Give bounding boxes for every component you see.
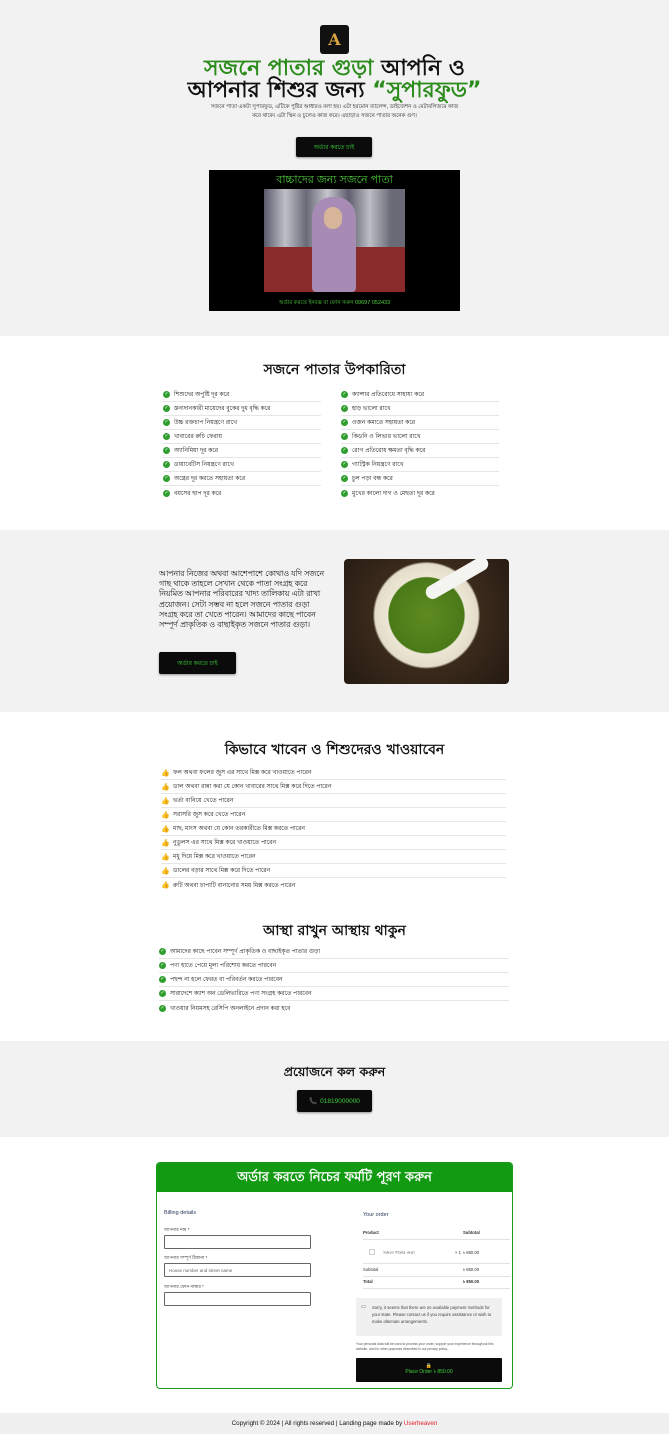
thumbs-up-icon: 👍 (161, 811, 170, 819)
check-icon: ✓ (160, 1004, 165, 1011)
list-item: ✓ রোগ প্রতিরোধ ক্ষমতা বৃদ্ধি করে (341, 444, 499, 458)
check-icon: ✓ (342, 391, 347, 397)
list-item: ✓ খাবারের রুচি ফেরায় (163, 430, 321, 444)
place-order-button[interactable]: 🔒 Place Order ৳ 850.00 (356, 1358, 502, 1382)
check-icon: ✓ (342, 489, 347, 496)
thumbs-up-icon: 👍 (161, 769, 170, 777)
video-player[interactable] (209, 170, 460, 311)
list-item: 👍 মাছ, মাংস অথবা যে কোন তরকারীতে মিক্স করতে পারেন (161, 822, 506, 836)
call-button[interactable]: 📞 01819000000 (297, 1090, 372, 1112)
phone-icon: 📞 (309, 1098, 318, 1105)
list-item: ✓ স্তন্যদানকারী মায়েদের বুকের দুধ বৃদ্ধি করে (163, 402, 321, 416)
list-item: 👍 ফল অথবা ফলের জুস এর সাথে মিক্স করে খাওয়াতে পারেন (161, 766, 506, 780)
list-item: ✓ ওজন কমাতে সহায়তা করে (341, 416, 499, 430)
hero-title: সজনে পাতার গুড়া আপনি ও আপনার শিশুর জন্য “সুপারফুড” (187, 56, 482, 103)
list-item: 👍 মধু দিয়ে মিক্স করে খাওয়াতে পারেন (161, 850, 506, 864)
check-icon: ✓ (164, 447, 169, 453)
check-icon: ✓ (164, 419, 169, 425)
howto-heading: কিভাবে খাবেন ও শিশুদেরও খাওয়াবেন (224, 742, 445, 758)
benefits-right-list (341, 388, 499, 500)
check-icon: ✓ (164, 489, 169, 496)
order-table-header: Product Subtotal (363, 1230, 510, 1240)
product-thumbnail (369, 1249, 375, 1255)
about-section (0, 530, 669, 712)
check-icon: ✓ (160, 948, 165, 954)
lock-icon: 🔒 (425, 1363, 433, 1369)
about-paragraph: আপনার নিজের অথবা আশেপাশে কোথাও যদি সজনে গাছ থাকে তাহলে সেখান থেকে পাতা সংগ্রহ করে নিয়মিত আপনার পরিবারের খাদ্য তালিকায় এটা রাখা প্রয়োজন। সেটা সম্ভব না হলে সজনে পাতার গুড়া সংগ্রহ করে তা খেতে পারেন। আমাদের কাছে পাবেন সম্পূর্ণ প্রাকৃতিক ও বাছাইকৃত সজনে পাতার গুড়া। (159, 569, 325, 630)
check-icon: ✓ (164, 461, 169, 467)
order-form-heading: অর্ডার করতে নিচের ফর্মটি পূরণ করুন (157, 1163, 512, 1192)
check-icon: ✓ (342, 405, 347, 411)
check-icon: ✓ (164, 391, 169, 397)
video-title: বাচ্চাদের জন্য সজনে পাতা (276, 174, 393, 186)
check-icon: ✓ (164, 405, 169, 411)
check-icon: ✓ (160, 990, 165, 996)
phone-input[interactable] (164, 1292, 311, 1306)
list-item: 👍 ভর্তা বানিয়ে খেতে পারেন (161, 794, 506, 808)
order-subtotal-row: Subtotal ৳ 850.00 (363, 1267, 510, 1277)
list-item: ✓ পছন্দ না হলে ফেরত বা পরিবর্তন করতে পারবেন (159, 973, 509, 987)
list-item: 👍 ডালের বড়ার সাথে মিক্স করে দিতে পারেন (161, 864, 506, 878)
video-caption: অর্ডার করতে ইনবক্স বা ফোন করুন 09697 052433 (278, 300, 391, 306)
address-label: আপনার সম্পূর্ণ ঠিকানা * (164, 1255, 208, 1260)
thumbs-up-icon: 👍 (161, 797, 170, 805)
howto-list (161, 766, 506, 892)
check-icon: ✓ (160, 976, 165, 982)
order-total-row: Total ৳ 850.00 (363, 1279, 510, 1289)
list-item: ✓ বয়সের ছাপ দূর করে (164, 489, 222, 497)
thumbs-up-icon: 👍 (161, 825, 170, 833)
call-heading: প্রয়োজনে কল করুন (283, 1064, 386, 1079)
phone-label: আপনার ফোন নাম্বার * (164, 1284, 204, 1289)
list-item: 👍 নুডুলস এর সাথে মিক্স করে খাওয়াতে পারেন (161, 836, 506, 850)
list-item: ✓ সারাদেশে ক্যাশ অন ডেলিভারিতে পণ্য সংগ্রহ করতে পারবেন (159, 987, 509, 1001)
list-item: 👍 সরাসরি জুস করে খেতে পারেন (161, 808, 506, 822)
check-icon: ✓ (164, 475, 169, 481)
thumbs-up-icon: 👍 (161, 867, 170, 875)
list-item: ✓ হাড় ভালো রাখে (341, 402, 499, 416)
privacy-text: Your personal data will be used to process your order, support your experience throughout this website, and for other purposes described in our privacy policy. (356, 1342, 494, 1351)
moringa-powder-image (344, 559, 509, 684)
list-item: ✓ চুল পড়া বন্ধ করে (341, 472, 499, 486)
footer-link[interactable]: Userheaven (403, 1420, 438, 1427)
check-icon: ✓ (164, 433, 169, 439)
list-item: ✓ মুখের কালো দাগ ও মেছতা দূর করে (342, 489, 435, 497)
check-icon: ✓ (342, 461, 347, 467)
list-item: ✓ উচ্চ রক্তচাপ নিয়ন্ত্রণে রাখে (163, 416, 321, 430)
trust-heading: আস্থা রাখুন আস্থায় থাকুন (263, 923, 406, 939)
list-item: ✓ অ্যানিমিয়া দূর করে (163, 444, 321, 458)
check-icon: ✓ (342, 419, 347, 425)
list-item: ✓ শিশুদের অপুষ্টি দূর করে (163, 388, 321, 402)
address-input[interactable]: House number and street name (164, 1263, 311, 1277)
list-item: ✓ গ্যাস্ট্রিক নিয়ন্ত্রণে রাখে (341, 458, 499, 472)
check-icon: ✓ (160, 962, 165, 968)
thumbs-up-icon: 👍 (161, 853, 170, 861)
list-item: ✓ আমাদের কাছে পাবেন সম্পূর্ণ প্রাকৃতিক ও বাছাইকৃত পাতার গুড়া (159, 945, 509, 959)
list-item: ✓ পণ্য হাতে পেয়ে মূল্য পরিশোধ করতে পারবেন (159, 959, 509, 973)
list-item: 👍 ডাল অথবা রান্না করা যে কোন খাবারের সাথে মিক্স করে দিতে পারেন (161, 780, 506, 794)
info-icon: ▭ (361, 1304, 366, 1310)
thumbs-up-icon: 👍 (161, 882, 170, 889)
order-form (156, 1162, 513, 1389)
billing-title: Billing details (164, 1210, 197, 1216)
video-thumbnail (264, 189, 405, 292)
list-item: 👍 রুটি অথবা চাপাটি বানানোর সময় মিক্স করতে পারেন (161, 882, 296, 889)
check-icon: ✓ (342, 447, 347, 453)
hero-description: সজনে পাতা একটা সুপারফুড, এটিকে পুষ্টির আধারও বলা হয়। এটা হরমোন ব্যালেন্স, ডাইজেশন ও মেটাবলিজমে কাজ করে থাকে। এটা স্কিন ও চুলেও কাজ করে। এছাড়াও সজনে পাতার অনেক গুণ। (210, 104, 459, 119)
hero-order-button[interactable]: অর্ডার করতে চাই (296, 137, 372, 157)
check-icon: ✓ (342, 475, 347, 481)
thumbs-up-icon: 👍 (161, 839, 170, 847)
footer: Copyright © 2024 | All rights reserved | Landing page made by Userheaven (0, 1413, 669, 1434)
benefits-heading: সজনে পাতার উপকারিতা (263, 362, 406, 378)
brand-logo: A (320, 25, 349, 54)
name-label: আপনার নাম * (164, 1227, 190, 1232)
trust-list (159, 945, 509, 1015)
benefits-left-list (163, 388, 321, 500)
check-icon: ✓ (342, 433, 347, 439)
call-section (0, 1041, 669, 1137)
payment-notice: ▭ Sorry, it seems that there are no available payment methods for your state. Please contact us if you require assistance or wish to make alternate arrangements. (356, 1298, 502, 1336)
order-title: Your order (363, 1212, 389, 1218)
list-item: ✓ ক্যান্সার প্রতিরোধে সাহায্য করে (341, 388, 499, 402)
thumbs-up-icon: 👍 (161, 783, 170, 791)
list-item: ✓ ডায়াবেটিস নিয়ন্ত্রণে রাখে (163, 458, 321, 472)
about-order-button[interactable]: অর্ডার করতে চাই (159, 652, 236, 674)
list-item: ✓ খাওয়ার নিয়মসহ রেসিপি অনলাইনে প্রদান করা হবে (160, 1004, 291, 1012)
order-product-row: সজনে পাতার গুড়া × 1 ৳ 850.00 (363, 1242, 510, 1264)
list-item: ✓ অন্ত্রের দূর করতে সহায়তা করে (163, 472, 321, 486)
name-input[interactable] (164, 1235, 311, 1249)
list-item: ✓ কিডনি ও লিভার ভালো রাখে (341, 430, 499, 444)
